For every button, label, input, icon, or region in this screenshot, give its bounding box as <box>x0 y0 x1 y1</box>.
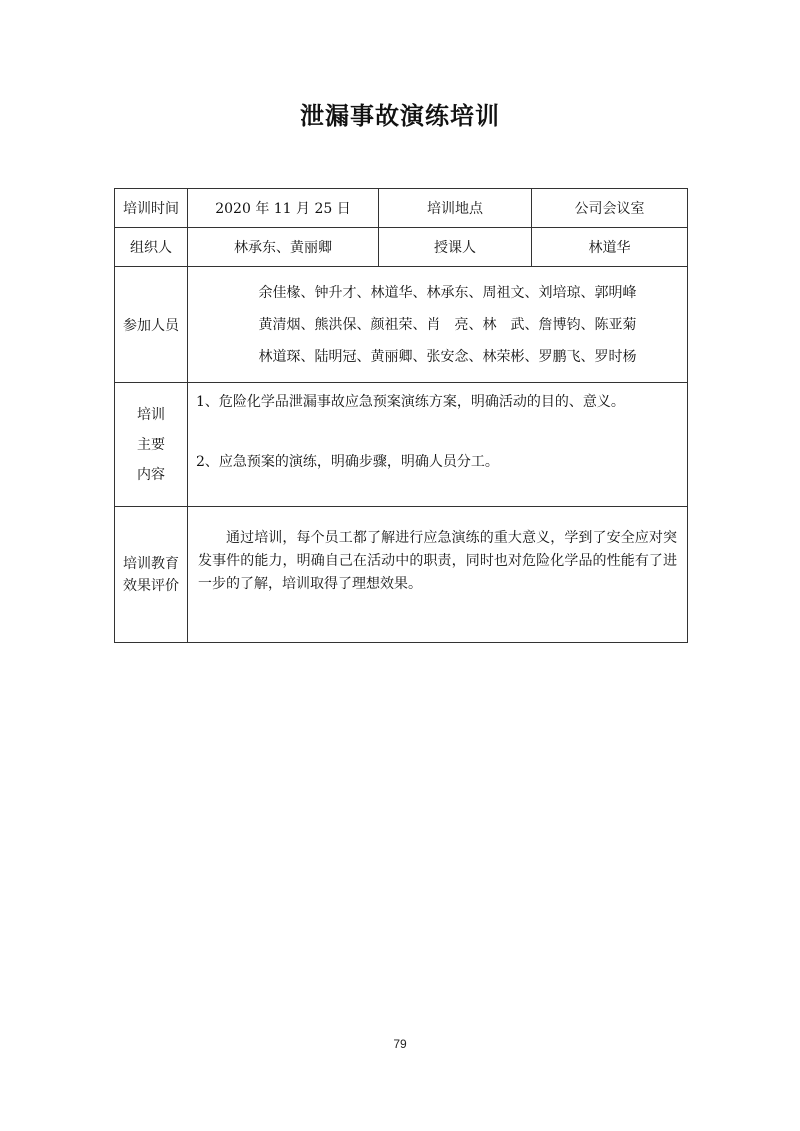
table-row <box>115 383 688 507</box>
evaluation-label <box>115 507 188 643</box>
content-label <box>115 383 188 507</box>
content-label-line: 培训 <box>137 406 165 423</box>
organizer-label: 组织人 <box>115 228 188 267</box>
training-content <box>188 383 688 507</box>
location-value: 公司会议室 <box>532 189 688 228</box>
content-label-line: 主要 <box>137 436 165 453</box>
organizer-value: 林承东、黄丽卿 <box>188 228 379 267</box>
page-number: 79 <box>393 1037 407 1051</box>
content-item: 2、应急预案的演练，明确步骤，明确人员分工。 <box>196 454 499 470</box>
evaluation-text: 通过培训，每个员工都了解进行应急演练的重大意义，学到了安全应对突发事件的能力，明确自己在活动中的职责，同时也对危险化学品的性能有了进一步的了解，培训取得了理想效果。 <box>188 507 688 643</box>
lecturer-label: 授课人 <box>379 228 532 267</box>
content-label-line: 内容 <box>137 466 165 483</box>
participants-list <box>188 267 688 383</box>
evaluation-label-line: 效果评价 <box>123 577 179 594</box>
table-row <box>115 267 688 383</box>
document-title: 泄漏事故演练培训 <box>300 102 500 130</box>
participants-line: 黄清烟、熊洪保、颜祖荣、肖 亮、林 武、詹博钧、陈亚菊 <box>258 316 637 333</box>
training-record-table <box>114 188 688 643</box>
time-label: 培训时间 <box>115 189 188 228</box>
table-row <box>115 228 688 267</box>
table-row <box>115 507 688 643</box>
time-value: 2020 年 11 月 25 日 <box>188 189 379 228</box>
content-item: 1、危险化学品泄漏事故应急预案演练方案，明确活动的目的、意义。 <box>196 394 625 410</box>
evaluation-label-line: 培训教育 <box>123 555 179 572</box>
location-label: 培训地点 <box>379 189 532 228</box>
participants-line: 林道琛、陆明冠、黄丽卿、张安念、林荣彬、罗鹏飞、罗时杨 <box>258 348 637 365</box>
participants-line: 余佳椽、钟升才、林道华、林承东、周祖文、刘培琼、郭明峰 <box>258 284 637 301</box>
participants-label: 参加人员 <box>115 267 188 383</box>
table-row <box>115 189 688 228</box>
lecturer-value: 林道华 <box>532 228 688 267</box>
